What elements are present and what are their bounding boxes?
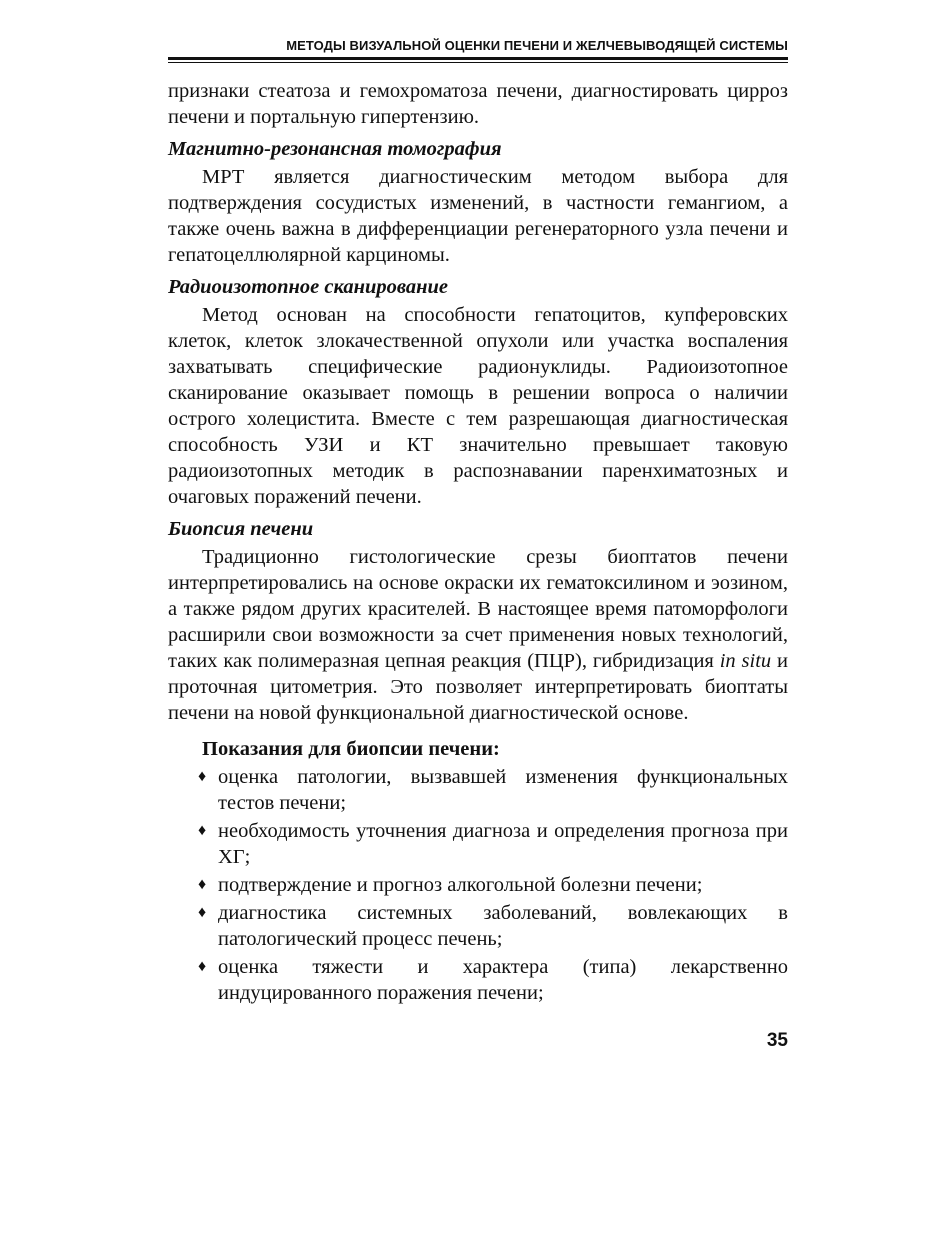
list-item-text: диагностика системных заболеваний, вовлекающих в патологический процесс печень; — [218, 902, 788, 950]
header-rule-thin — [168, 62, 788, 63]
list-item — [168, 818, 788, 870]
indications-title: Показания для биопсии печени: — [202, 738, 500, 760]
page-body — [168, 78, 788, 1008]
diamond-bullet-icon: ♦ — [198, 904, 207, 921]
radioisotope-paragraph: Метод основан на способности гепатоцитов, купферовских клеток, клеток злокачественной опухоли или участка воспаления захватывать специфические радионуклиды. Радиоизотопное сканирование оказывает помощь в решении вопроса о наличии острого холецистита. Вместе с тем разрешающая диагностическая способность УЗИ и КТ значительно превышает таковую радиоизотопных методик в распознавании паренхиматозных и очаговых поражений печени. — [168, 304, 788, 508]
mri-heading: Магнитно-резонансная томография — [168, 138, 502, 160]
biopsy-heading: Биопсия печени — [168, 518, 314, 540]
list-item-text: подтверждение и прогноз алкогольной болезни печени; — [218, 874, 703, 896]
indications-list — [168, 764, 788, 1006]
intro-paragraph: признаки стеатоза и гемохроматоза печени, диагностировать цирроз печени и портальную гипертензию. — [168, 80, 788, 128]
diamond-bullet-icon: ♦ — [198, 876, 207, 893]
mri-paragraph: МРТ является диагностическим методом выбора для подтверждения сосудистых изменений, в частности гемангиом, а также очень важна в дифференциации регенераторного узла печени и гепатоцеллюлярной карциномы. — [168, 166, 788, 266]
list-item-text: необходимость уточнения диагноза и определения прогноза при ХГ; — [218, 820, 788, 868]
radioisotope-heading: Радиоизотопное сканирование — [168, 276, 449, 298]
header-rule-thick — [168, 57, 788, 60]
list-item-text: оценка тяжести и характера (типа) лекарственно индуцированного поражения печени; — [218, 956, 788, 1004]
running-header: МЕТОДЫ ВИЗУАЛЬНОЙ ОЦЕНКИ ПЕЧЕНИ И ЖЕЛЧЕВЫВОДЯЩЕЙ СИСТЕМЫ — [286, 38, 788, 53]
list-item — [168, 900, 788, 952]
list-item — [168, 872, 788, 898]
list-item — [168, 954, 788, 1006]
biopsy-text-italic: in situ — [719, 650, 772, 672]
diamond-bullet-icon: ♦ — [198, 958, 207, 975]
list-item-text: оценка патологии, вызвавшей изменения функциональных тестов печени; — [218, 766, 788, 814]
list-item — [168, 764, 788, 816]
page-number: 35 — [766, 1030, 788, 1051]
diamond-bullet-icon: ♦ — [198, 768, 207, 785]
biopsy-text-part2: и проточная цитометрия. Это позволяет интерпретировать биоптаты печени на новой функциональной диагностической основе. — [168, 650, 789, 724]
biopsy-text-part1: Традиционно гистологические срезы биоптатов печени интерпретировались на основе окраски их гематоксилином и эозином, а также рядом других красителей. В настоящее время патоморфологи расширили свои возможности за счет применения новых технологий, таких как полимеразная цепная реакция (ПЦР), гибридизация — [168, 546, 788, 672]
biopsy-paragraph — [168, 544, 788, 726]
diamond-bullet-icon: ♦ — [198, 822, 207, 839]
